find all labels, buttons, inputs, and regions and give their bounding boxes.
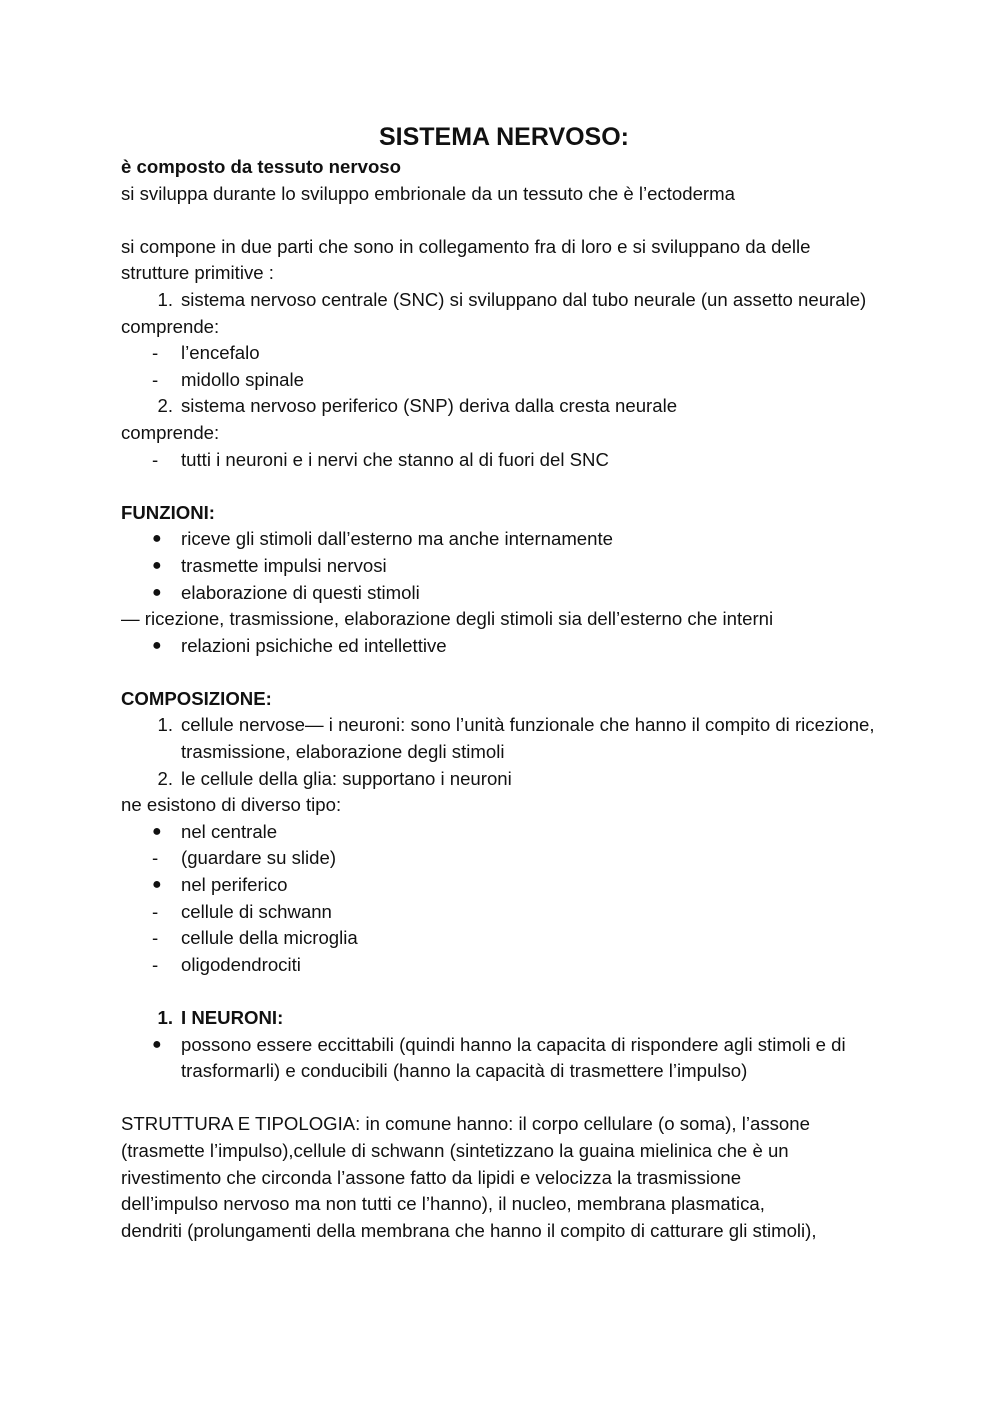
list-item-text: elaborazione di questi stimoli bbox=[181, 581, 420, 603]
dash-marker: - bbox=[152, 342, 159, 364]
list-item bbox=[121, 553, 881, 580]
list-number: 1. bbox=[157, 1007, 173, 1028]
list-item-text: trasmette impulsi nervosi bbox=[181, 554, 387, 576]
paragraph-line: dendriti (prolungamenti della membrana che hanno il compito di catturare gli stimoli), bbox=[121, 1219, 817, 1241]
list-item-text: cellule della microglia bbox=[181, 927, 358, 949]
intro-paragraph: si compone in due parti che sono in collegamento fra di loro e si sviluppano da delle strutture primitive : bbox=[121, 235, 811, 284]
dash-marker: - bbox=[152, 953, 159, 975]
paragraph-line: dell’impulso nervoso ma non tutti ce l’hanno), il nucleo, membrana plasmatica, bbox=[121, 1193, 765, 1215]
list-item bbox=[121, 899, 881, 926]
bullet-marker: ● bbox=[152, 876, 162, 894]
section-heading-neuroni bbox=[121, 1005, 881, 1032]
list-item-text: sistema nervoso centrale (SNC) si sviluppano dal tubo neurale (un assetto neurale) bbox=[181, 288, 867, 310]
list-item-text: nel centrale bbox=[181, 820, 278, 842]
list-item bbox=[121, 872, 881, 899]
funzioni-summary: — ricezione, trasmissione, elaborazione degli stimoli sia dell’esterno che interni bbox=[121, 608, 774, 630]
list-item-text: oligodendrociti bbox=[181, 953, 301, 975]
spacer bbox=[121, 978, 881, 1005]
intro-subtitle: è composto da tessuto nervoso bbox=[121, 156, 401, 177]
dash-marker: - bbox=[152, 368, 159, 390]
bullet-marker: ● bbox=[152, 1035, 162, 1053]
list-item-snc bbox=[121, 287, 881, 314]
comprende-label: comprende: bbox=[121, 315, 220, 337]
comprende-label: comprende: bbox=[121, 421, 220, 443]
list-item bbox=[121, 925, 881, 952]
intro-line: si sviluppa durante lo sviluppo embrionale da un tessuto che è l’ectoderma bbox=[121, 182, 735, 204]
list-item-text: sistema nervoso periferico (SNP) deriva dalla cresta neurale bbox=[181, 395, 678, 417]
list-item-text: relazioni psichiche ed intellettive bbox=[181, 634, 447, 656]
list-item bbox=[121, 526, 881, 553]
list-item-text: riceve gli stimoli dall’esterno ma anche internamente bbox=[181, 528, 613, 550]
spacer bbox=[121, 659, 881, 686]
list-item-text: cellule nervose— i neuroni: sono l’unità funzionale che hanno il compito di ricezione, trasmissione, elaborazione degli stimoli bbox=[181, 714, 875, 763]
paragraph-line: (trasmette l’impulso),cellule di schwann (sintetizzano la guaina mielinica che è un bbox=[121, 1139, 789, 1161]
paragraph-line: rivestimento che circonda l’assone fatto da lipidi e velocizza la trasmissione bbox=[121, 1166, 742, 1188]
list-item bbox=[121, 367, 881, 394]
bullet-marker: ● bbox=[152, 583, 162, 601]
list-item bbox=[121, 447, 881, 474]
spacer bbox=[121, 207, 881, 234]
list-item bbox=[121, 1032, 881, 1085]
list-item bbox=[121, 340, 881, 367]
list-item-text: l’encefalo bbox=[181, 342, 260, 364]
section-heading-text: I NEURONI: bbox=[181, 1007, 284, 1028]
list-item-text: possono essere eccittabili (quindi hanno la capacita di rispondere agli stimoli e di trasformarli) e conducibili (hanno la capacità di trasmettere l’impulso) bbox=[181, 1033, 846, 1082]
list-item bbox=[121, 580, 881, 607]
spacer bbox=[121, 1085, 881, 1112]
paragraph-line: STRUTTURA E TIPOLOGIA: in comune hanno: il corpo cellulare (o soma), l’assone bbox=[121, 1113, 810, 1135]
list-item-text: tutti i neuroni e i nervi che stanno al di fuori del SNC bbox=[181, 448, 609, 470]
tipi-intro: ne esistono di diverso tipo: bbox=[121, 794, 342, 816]
list-item bbox=[121, 819, 881, 846]
list-number: 2. bbox=[157, 395, 173, 417]
list-number: 1. bbox=[157, 714, 173, 736]
list-item-text: cellule di schwann bbox=[181, 900, 332, 922]
struttura-paragraph bbox=[121, 1111, 881, 1244]
bullet-marker: ● bbox=[152, 636, 162, 654]
dash-marker: - bbox=[152, 927, 159, 949]
list-item-snp bbox=[121, 393, 881, 420]
list-item-text: midollo spinale bbox=[181, 368, 304, 390]
list-item bbox=[121, 845, 881, 872]
section-heading-composizione: COMPOSIZIONE: bbox=[121, 687, 272, 709]
bullet-marker: ● bbox=[152, 822, 162, 840]
list-item-text: le cellule della glia: supportano i neuroni bbox=[181, 767, 512, 789]
list-item bbox=[121, 633, 881, 660]
bullet-marker: ● bbox=[152, 556, 162, 574]
dash-marker: - bbox=[152, 900, 159, 922]
list-item bbox=[121, 712, 881, 765]
dash-marker: - bbox=[152, 448, 159, 470]
dash-marker: - bbox=[152, 847, 159, 869]
list-item-text: (guardare su slide) bbox=[181, 847, 337, 869]
list-number: 2. bbox=[157, 767, 173, 789]
list-number: 1. bbox=[157, 288, 173, 310]
list-item bbox=[121, 952, 881, 979]
spacer bbox=[121, 473, 881, 500]
page-title: SISTEMA NERVOSO: bbox=[378, 123, 630, 151]
bullet-marker: ● bbox=[152, 530, 162, 548]
section-heading-funzioni: FUNZIONI: bbox=[121, 501, 215, 523]
list-item-text: nel periferico bbox=[181, 874, 288, 896]
document-content bbox=[121, 120, 881, 1244]
list-item bbox=[121, 766, 881, 793]
